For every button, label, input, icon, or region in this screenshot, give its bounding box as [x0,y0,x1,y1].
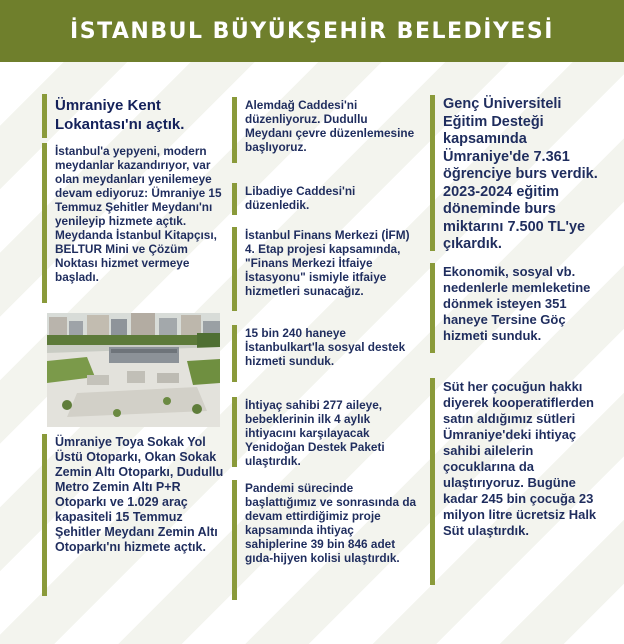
pandemi-text: Pandemi sürecinde başlattığımız ve sonrasında da devam ettirdiğimiz proje kapsamında ihtiyaç sahiplerine 39 bin 846 adet gıda-hijyen kolisi ulaştırdık. [245,481,417,565]
accent-bar [232,480,237,600]
otopark-block [42,434,227,599]
accent-bar [42,143,47,303]
accent-bar [42,94,47,138]
kent-lokantasi-block [42,94,227,144]
otopark-text: Ümraniye Toya Sokak Yol Üstü Otoparkı, Okan Sokak Zemin Altı Otoparkı, Dudullu Metro Zemin Altı P+R Otoparkı ve 1.029 araç kapasiteli 15 Temmuz Şehitler Meydanı Zemin Altı Otoparkı'nı hizmete açtık. [55,435,224,554]
halk-sut-text: Süt her çocuğun hakkı diyerek kooperatiflerden satın aldığımız sütleri Ümraniye'deki ihtiyaç sahibi ailelerin çocuklarına da ulaştırıyoruz. Bugüne kadar 245 bin çocuğa 23 milyon litre ücretsiz Halk Süt ulaştırdık. [443,379,597,538]
halk-sut-block [430,378,610,588]
page-title: İSTANBUL BÜYÜKŞEHİR BELEDİYESİ [70,18,554,44]
libadiye-text: Libadiye Caddesi'ni düzenledik. [245,184,356,212]
burs-block [430,95,610,253]
yenidogan-text: İhtiyaç sahibi 277 aileye, bebeklerinin ilk 4 aylık ihtiyacını karşılayacak Yenidoğan Destek Paketi ulaştırdık. [245,398,385,468]
accent-bar [430,95,435,251]
accent-bar [232,227,237,311]
square-aerial-photo [47,313,220,427]
photo-illustration [47,313,220,427]
istanbulkart-block [232,325,422,385]
istanbulkart-text: 15 bin 240 haneye İstanbulkart'la sosyal destek hizmeti sunduk. [245,326,406,368]
libadiye-block [232,183,422,217]
accent-bar [430,378,435,585]
tersine-goc-block [430,263,610,357]
accent-bar [232,325,237,382]
accent-bar [430,263,435,353]
ifm-block [232,227,422,313]
yenidogan-block [232,397,422,469]
accent-bar [42,434,47,596]
ifm-text: İstanbul Finans Merkezi (İFM) 4. Etap projesi kapsamında, "Finans Merkezi İtfaiye İstasyonu" ismiyle itfaiye hizmetleri sunacağız. [245,228,410,298]
alemdag-block [232,97,422,167]
burs-text: Genç Üniversiteli Eğitim Desteği kapsamında Ümraniye'de 7.361 öğrenciye burs verdik. 2023-2024 eğitim döneminde burs miktarını 7.500 TL'ye çıkardık. [443,96,598,252]
accent-bar [232,183,237,215]
pandemi-block [232,480,422,604]
accent-bar [232,397,237,467]
header-banner [0,0,624,62]
meydan-text: İstanbul'a yepyeni, modern meydanlar kazandırıyor, var olan meydanları yenilemeye devam ediyoruz: Ümraniye 15 Temmuz Şehitler Meydanı'nı yenileyip hizmete açtık. Meydanda İstanbul Kitapçısı, BELTUR Mini ve Çözüm Noktası hizmet vermeye başladı. [55,144,222,284]
accent-bar [232,97,237,163]
tersine-goc-text: Ekonomik, sosyal vb. nedenlerle memleketine dönmek isteyen 351 haneye Tersine Göç hizmeti sunduk. [443,264,591,343]
meydan-block [42,143,227,308]
alemdag-text: Alemdağ Caddesi'ni düzenliyoruz. Dudullu Meydanı çevre düzenlemesine başlıyoruz. [245,98,415,154]
kent-lokantasi-title: Ümraniye Kent Lokantası'nı açtık. [55,97,185,133]
